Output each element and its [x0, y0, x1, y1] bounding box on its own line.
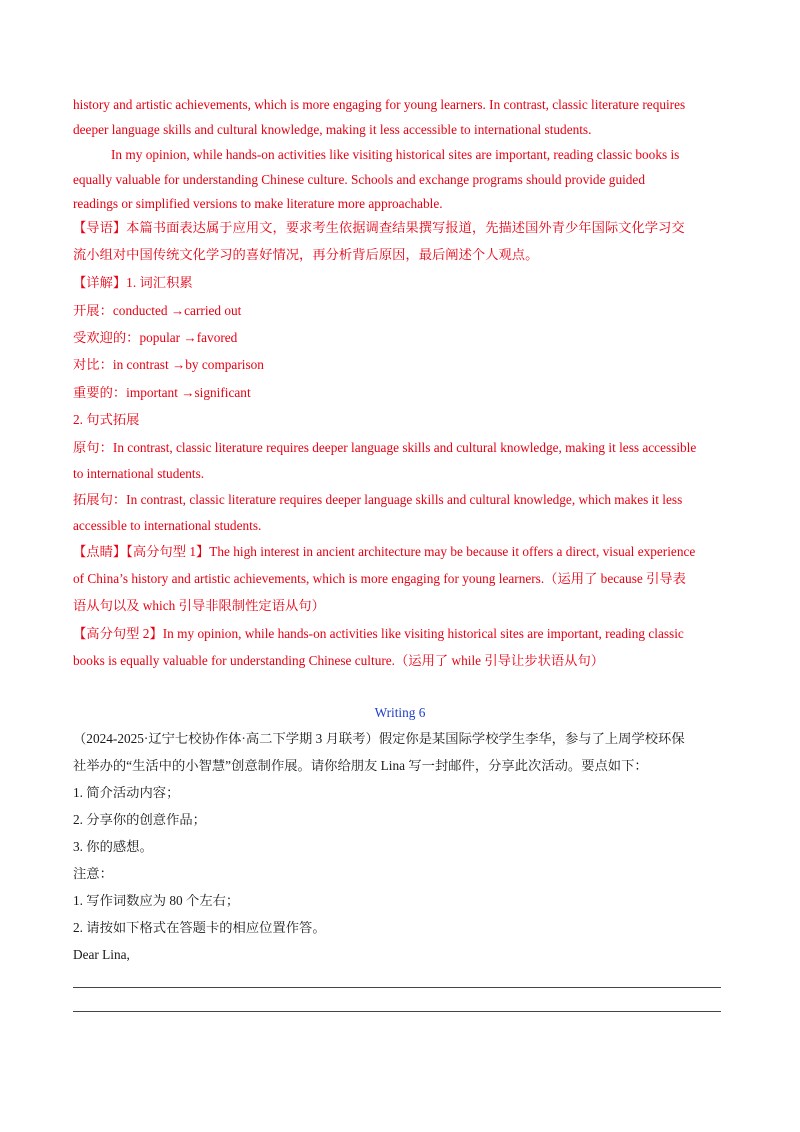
guide-line: 流小组对中国传统文化学习的喜好情况，再分析背后原因，最后阐述个人观点。: [73, 247, 539, 262]
guide-line: 【导语】本篇书面表达属于应用文，要求考生依据调查结果撰写报道，先描述国外青少年国际文化学习交: [73, 220, 685, 235]
highlight-line: 语从句以及 which 引导非限制性定语从句）: [73, 598, 325, 613]
note-item: 2. 请按如下格式在答题卡的相应位置作答。: [73, 920, 326, 935]
highlight-line: 【点睛】【高分句型 1】The high interest in ancient architecture may be because it offers a direct, visual experience: [73, 544, 696, 559]
highlight-line: of China’s history and artistic achievements, which is more engaging for young learners.（运用了 because 引导表: [73, 571, 686, 586]
salutation: Dear Lina,: [73, 947, 130, 962]
answer-line: readings or simplified versions to make literature more approachable.: [73, 196, 443, 211]
note-item: 1. 写作词数应为 80 个左右；: [73, 893, 240, 908]
prompt-line: 社举办的“生活中的小智慧”创意制作展。请你给朋友 Lina 写一封邮件，分享此次活动。要点如下：: [73, 758, 648, 773]
section-title: Writing 6: [374, 705, 426, 720]
expanded-sentence: 拓展句：In contrast, classic literature requires deeper language skills and cultural knowledge, which makes it less: [73, 492, 683, 507]
note-label: 注意：: [73, 866, 113, 881]
point-item: 1. 简介活动内容；: [73, 785, 180, 800]
highlight-line: 【高分句型 2】In my opinion, while hands-on activities like visiting historical sites are important, reading classic: [73, 626, 684, 641]
section-heading: 2. 句式拓展: [73, 412, 140, 427]
point-item: 2. 分享你的创意作品；: [73, 812, 206, 827]
vocab-item: 受欢迎的：popular →favored: [73, 330, 238, 345]
expanded-sentence: accessible to international students.: [73, 518, 262, 533]
vocab-item: 开展：conducted →carried out: [73, 303, 242, 318]
answer-line: equally valuable for understanding Chinese culture. Schools and exchange programs should provide guided: [73, 172, 645, 187]
answer-line: deeper language skills and cultural knowledge, making it less accessible to international students.: [73, 122, 592, 137]
answer-rule-line: [73, 1011, 721, 1012]
detail-heading: 【详解】1. 词汇积累: [73, 275, 193, 290]
original-sentence: 原句：In contrast, classic literature requires deeper language skills and cultural knowledge, making it less accessible: [73, 440, 697, 455]
original-sentence: to international students.: [73, 466, 205, 481]
answer-rule-line: [73, 987, 721, 988]
prompt-line: （2024-2025·辽宁七校协作体·高二下学期 3 月联考）假定你是某国际学校学生李华，参与了上周学校环保: [73, 731, 685, 746]
point-item: 3. 你的感想。: [73, 839, 153, 854]
vocab-item: 重要的：important →significant: [73, 385, 251, 400]
answer-line: In my opinion, while hands-on activities like visiting historical sites are important, reading classic books is: [111, 147, 680, 162]
highlight-line: books is equally valuable for understanding Chinese culture.（运用了 while 引导让步状语从句）: [73, 653, 605, 668]
vocab-item: 对比：in contrast →by comparison: [73, 357, 264, 372]
answer-line: history and artistic achievements, which is more engaging for young learners. In contrast, classic literature requires: [73, 97, 686, 112]
